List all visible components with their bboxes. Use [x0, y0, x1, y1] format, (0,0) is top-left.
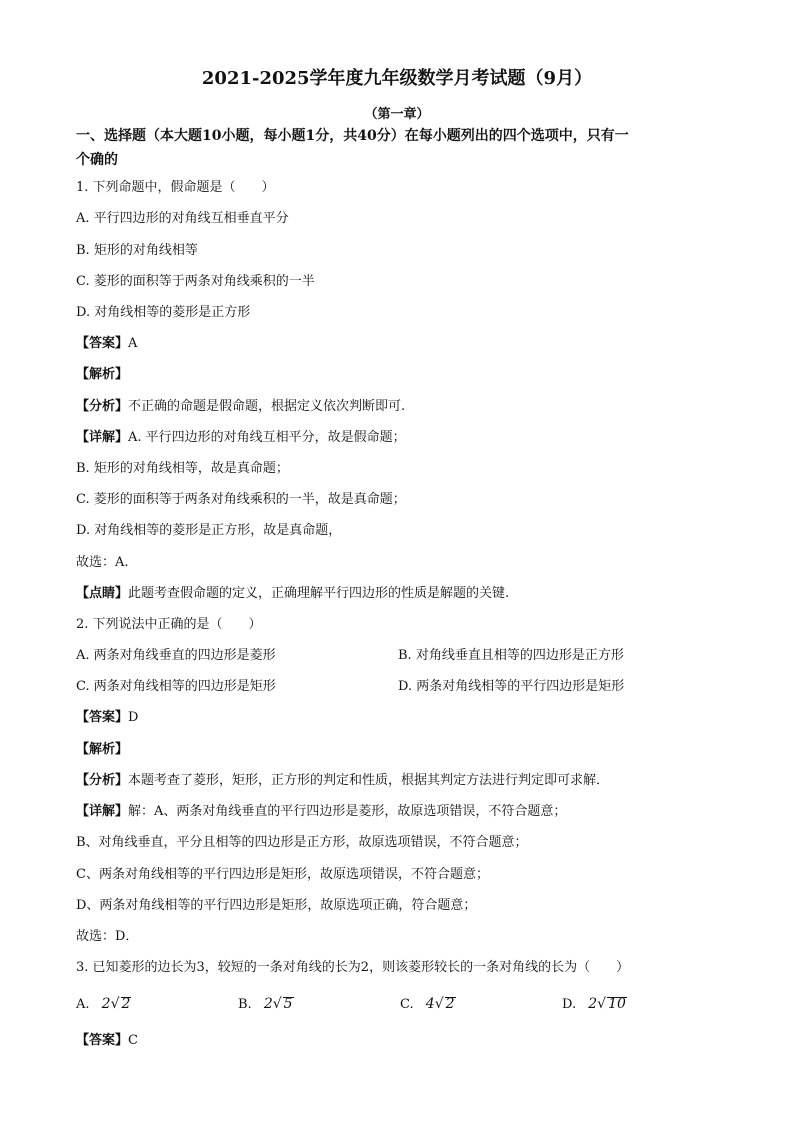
q2-xiangjie: [76, 804, 566, 820]
sqrt-sign: √: [434, 996, 444, 1012]
q1-option-d: D. 对角线相等的菱形是正方形: [76, 305, 251, 320]
q3-option-d: [562, 996, 627, 1013]
q2-option-a: A. 两条对角线垂直的四边形是菱形: [76, 648, 276, 663]
sqrt-sign: √: [110, 996, 120, 1012]
dianjing-text: 此题考查假命题的定义，正确理解平行四边形的性质是解题的关键.: [128, 586, 510, 601]
q3-option-a: [76, 996, 131, 1013]
q1-option-b: B. 矩形的对角线相等: [76, 243, 198, 258]
q2-xj-b: B、对角线垂直，平分且相等的四边形是正方形，故原选项错误，不符合题意；: [76, 835, 528, 850]
option-label: B.: [238, 997, 252, 1012]
answer-value: C: [128, 1033, 138, 1048]
xiangjie-tag: 【详解】: [76, 804, 129, 819]
sqrt-sign: √: [272, 996, 282, 1012]
option-label: C.: [400, 997, 414, 1012]
q2-answer: [76, 710, 138, 726]
q2-option-c: C. 两条对角线相等的四边形是矩形: [76, 679, 276, 694]
answer-value: A: [128, 336, 138, 351]
fenxi-tag: 【分析】: [76, 773, 129, 788]
fenxi-text: 本题考查了菱形，矩形，正方形的判定和性质，根据其判定方法进行判定即可求解．: [128, 773, 610, 788]
radicand: 5: [283, 996, 293, 1012]
q1-xj-d: D. 对角线相等的菱形是正方形，故是真命题，: [76, 523, 342, 538]
q1-analysis-tag: 【解析】: [76, 367, 129, 382]
radicand: 2: [445, 996, 455, 1012]
dianjing-tag: 【点睛】: [76, 586, 129, 601]
option-label: D.: [562, 997, 577, 1012]
answer-value: D: [128, 710, 139, 725]
answer-tag: 【答案】: [76, 336, 129, 351]
q1-fenxi: [76, 399, 405, 415]
q2-xj-d: D、两条对角线相等的平行四边形是矩形，故原选项正确，符合题意；: [76, 898, 477, 913]
q2-option-b: B. 对角线垂直且相等的四边形是正方形: [398, 648, 624, 663]
q3-stem: 3. 已知菱形的边长为3，较短的一条对角线的长为2，则该菱形较长的一条对角线的长为（ ）: [76, 960, 630, 975]
fenxi-text: 不正确的命题是假命题，根据定义依次判断即可.: [128, 399, 406, 414]
q1-choose: 故选：A.: [76, 555, 129, 570]
answer-tag: 【答案】: [76, 710, 129, 725]
option-coef: 4: [425, 996, 435, 1012]
q1-option-a: A. 平行四边形的对角线互相垂直平分: [76, 211, 289, 226]
section-heading-line2: 个确的: [76, 152, 118, 168]
q1-stem: 1. 下列命题中，假命题是（ ）: [76, 180, 275, 195]
q3-option-b: [238, 996, 294, 1013]
xiangjie-tag: 【详解】: [76, 430, 129, 445]
q1-dianjing: [76, 586, 509, 602]
q2-xj-c: C、两条对角线相等的平行四边形是矩形，故原选项错误，不符合题意；: [76, 867, 489, 882]
q1-xj-b: B. 矩形的对角线相等，故是真命题；: [76, 461, 289, 476]
q2-analysis-tag: 【解析】: [76, 742, 129, 757]
q2-choose: 故选：D．: [76, 929, 139, 944]
section-heading-line1: 一、选择题（本大题10小题，每小题1分，共40分）在每小题列出的四个选项中，只有一: [76, 128, 629, 144]
page-subtitle: （第一章）: [364, 107, 430, 122]
answer-tag: 【答案】: [76, 1033, 129, 1048]
fenxi-tag: 【分析】: [76, 399, 129, 414]
radicand: 10: [608, 996, 626, 1012]
option-label: A.: [76, 997, 90, 1012]
radicand: 2: [121, 996, 131, 1012]
option-coef: 2: [101, 996, 111, 1012]
q1-answer: [76, 336, 137, 352]
q1-xiangjie: [76, 430, 406, 446]
q3-answer: [76, 1033, 138, 1049]
xiangjie-text: 解：A、两条对角线垂直的平行四边形是菱形，故原选项错误，不符合题意；: [128, 804, 567, 819]
q1-xj-c: C. 菱形的面积等于两条对角线乘积的一半，故是真命题；: [76, 492, 406, 507]
q2-fenxi: [76, 773, 609, 789]
q3-option-c: [400, 996, 456, 1013]
option-coef: 2: [263, 996, 273, 1012]
xiangjie-text: A. 平行四边形的对角线互相平分，故是假命题；: [128, 430, 406, 445]
sqrt-sign: √: [597, 996, 607, 1012]
q2-stem: 2. 下列说法中正确的是（ ）: [76, 617, 262, 632]
q1-option-c: C. 菱形的面积等于两条对角线乘积的一半: [76, 274, 315, 289]
option-coef: 2: [588, 996, 598, 1012]
q2-option-d: D. 两条对角线相等的平行四边形是矩形: [398, 679, 625, 694]
page-title: 2021-2025学年度九年级数学月考试题（9月）: [201, 68, 593, 89]
